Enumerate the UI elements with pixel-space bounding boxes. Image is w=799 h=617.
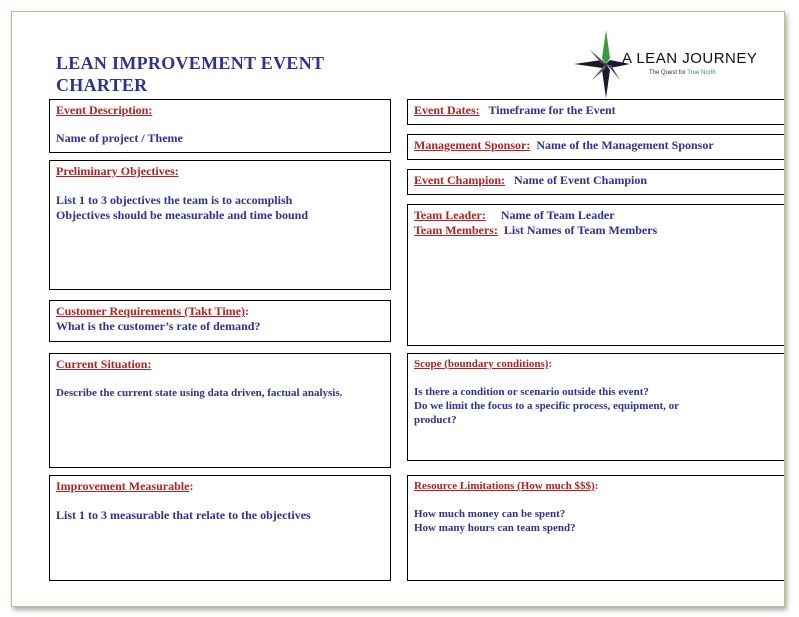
current-situation-label: Current Situation: [56, 357, 152, 371]
charter-page [11, 11, 785, 607]
scope-line-2: Do we limit the focus to a specific process, equipment, or [414, 400, 679, 412]
event-description-text: Name of project / Theme [56, 131, 183, 145]
customer-requirements-colon: : [245, 304, 249, 318]
team-members-text: List Names of Team Members [503, 223, 658, 237]
event-description-box [49, 99, 391, 153]
current-situation-box [49, 353, 391, 468]
improvement-measurable-label: Improvement Measurable [56, 479, 190, 493]
scope-colon: : [548, 358, 553, 370]
event-dates-text: Timeframe for the Event [488, 103, 616, 117]
title-line-2: CHARTER [56, 75, 148, 95]
event-description-label: Event Description: [56, 103, 153, 117]
logo-tagline-prefix: The Quest for [649, 70, 688, 76]
objectives-line-2: Objectives should be measurable and time bound [56, 208, 309, 222]
team-members-label: Team Members: [414, 223, 498, 237]
current-situation-text: Describe the current state using data driven, factual analysis. [56, 387, 343, 399]
team-leader-row [414, 208, 778, 223]
team-box [407, 204, 784, 346]
page-title [56, 52, 324, 96]
management-sponsor-label: Management Sponsor: [414, 138, 531, 152]
resource-limitations-box [407, 475, 784, 581]
preliminary-objectives-box [49, 160, 391, 290]
management-sponsor-box [407, 134, 784, 160]
team-members-row [414, 223, 778, 238]
resource-line-1: How much money can be spent? [414, 508, 566, 520]
resource-limitations-heading [414, 479, 778, 493]
logo-tagline-highlight: True North [687, 70, 716, 76]
improvement-measurable-colon: : [189, 479, 194, 493]
improvement-measurable-heading [56, 479, 384, 494]
title-line-1: LEAN IMPROVEMENT EVENT [56, 53, 325, 73]
customer-requirements-heading [56, 304, 384, 319]
team-leader-label: Team Leader: [414, 208, 486, 222]
event-champion-label: Event Champion: [414, 173, 506, 187]
preliminary-objectives-label: Preliminary Objectives: [56, 164, 179, 178]
objectives-line-1: List 1 to 3 objectives the team is to accomplish [56, 193, 293, 207]
improvement-measurable-box [49, 475, 391, 581]
logo-wordmark: A LEAN JOURNEY [622, 50, 758, 67]
improvement-measurable-text: List 1 to 3 measurable that relate to the objectives [56, 508, 311, 522]
event-champion-box [407, 169, 784, 195]
scope-heading [414, 357, 778, 371]
resource-limitations-colon: : [594, 480, 599, 492]
lean-journey-logo [572, 28, 784, 100]
logo-tagline [649, 70, 716, 76]
team-leader-text: Name of Team Leader [500, 208, 615, 222]
scope-label: Scope (boundary conditions) [414, 358, 549, 370]
event-champion-text: Name of Event Champion [514, 173, 648, 187]
resource-line-2: How many hours can team spend? [414, 522, 576, 534]
customer-requirements-box [49, 300, 391, 342]
management-sponsor-text: Name of the Management Sponsor [536, 138, 714, 152]
scope-box [407, 353, 784, 461]
event-dates-label: Event Dates: [414, 103, 480, 117]
customer-requirements-text: What is the customer’s rate of demand? [56, 319, 261, 333]
scope-line-1: Is there a condition or scenario outside this event? [414, 386, 649, 398]
resource-limitations-label: Resource Limitations (How much $$$) [414, 480, 595, 492]
event-dates-box [407, 99, 784, 125]
customer-requirements-label: Customer Requirements (Takt Time) [56, 304, 245, 318]
scope-line-3: product? [414, 414, 457, 426]
